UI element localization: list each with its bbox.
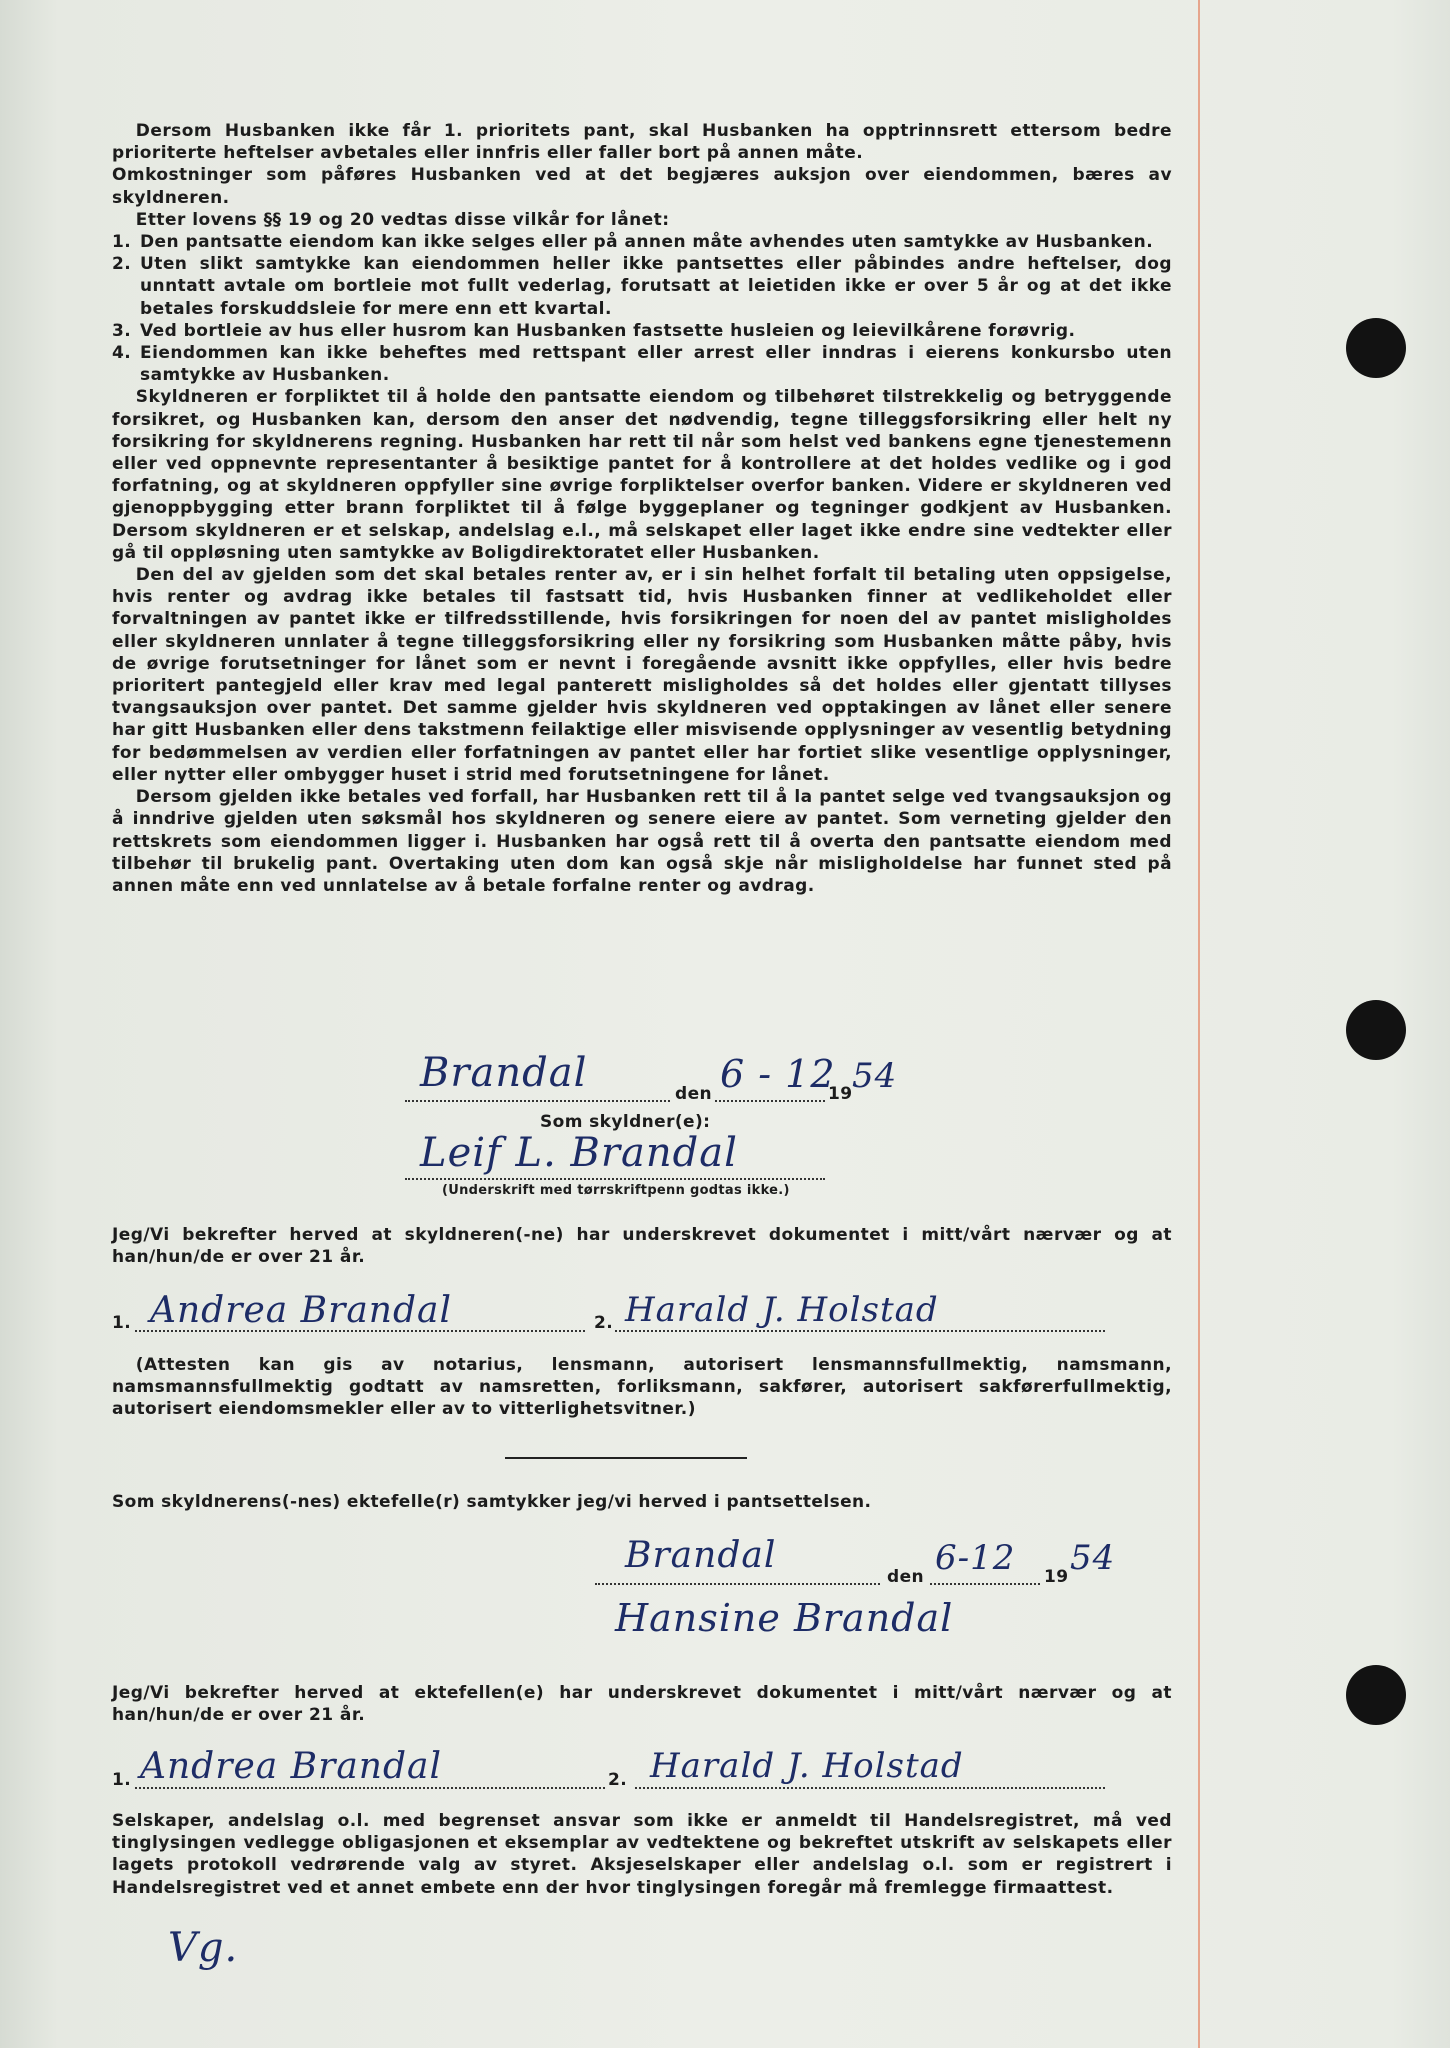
witness-1-signature: Andrea Brandal <box>140 1746 442 1787</box>
punch-hole <box>1346 1665 1406 1725</box>
witness-line <box>635 1787 1105 1789</box>
witness-1-signature: Andrea Brandal <box>150 1290 452 1331</box>
witness-number: 2. <box>608 1770 628 1790</box>
den-label: den <box>675 1084 713 1104</box>
attest-note <box>112 1354 1172 1421</box>
debtor-date-handwritten: 6 - 12 <box>720 1052 836 1096</box>
witness-number: 1. <box>112 1770 132 1790</box>
year-prefix: 19 <box>828 1084 853 1104</box>
spouse-date-handwritten: 6-12 <box>935 1538 1016 1578</box>
spouse-place-handwritten: Brandal <box>625 1535 777 1576</box>
punch-hole <box>1346 1000 1406 1060</box>
paragraph-insurance: Skyldneren er forpliktet til å holde den pantsatte eiendom og tilbehøret tilstrekkelig og betryggende forsikret, og Husbanken kan, dersom den anser det nødvendig, tegne tilleggsforsikring eller helt ny forsikring for skyldnerens regning. Husbanken har rett til når som helst ved bankens egne tjenestemenn eller ved oppnevnte representanter å besiktige pantet for å kontrollere at det holdes vedlike og i god forfatning, og at skyldneren oppfyller sine øvrige forpliktelser overfor banken. Videre er skyldneren ved gjenoppbygging etter brann forpliktet til å følge byggeplaner og tegninger godkjent av Husbanken. Dersom skyldneren er et selskap, andelslag e.l., må selskapet eller laget ikke endre sine vedtekter eller gå til oppløsning uten samtykke av Boligdirektoratet eller Husbanken. <box>112 387 1172 563</box>
signature-line <box>405 1178 825 1180</box>
condition-number: 1. <box>112 232 132 253</box>
margin-rule <box>1198 0 1200 2048</box>
witness-number: 2. <box>594 1313 614 1333</box>
condition-number: 3. <box>112 320 132 341</box>
spouse-consent-text: Som skyldnerens(-nes) ektefelle(r) samtykker jeg/vi herved i pantsettelsen. <box>112 1492 872 1512</box>
condition-number: 4. <box>112 343 132 364</box>
place-line <box>595 1583 880 1585</box>
paragraph-priority: Dersom Husbanken ikke får 1. prioritets pant, skal Husbanken ha opptrinnsrett ettersom bedre prioriterte heftelser avbetales eller innfris eller faller bort på annen måte. <box>112 121 1172 164</box>
paragraph-costs: Omkostninger som påføres Husbanken ved at det begjæres auksjon over eiendommen, bæres av skyldneren. <box>112 165 1172 208</box>
debtor-place-handwritten: Brandal <box>420 1050 588 1096</box>
paragraph-default: Den del av gjelden som det skal betales renter av, er i sin helhet forfalt til betaling uten oppsigelse, hvis renter og avdrag ikke betales til fastsatt tid, hvis Husbanken finner at vedlikeholdet eller forvaltningen av pantet ikke er tilfredsstillende, hvis forsikringen for noen del av pantet misligholdes eller skyldneren unnlater å tegne tilleggsforsikring eller ny forsikring som Husbanken måtte påby, hvis de øvrige forutsetninger for lånet som er nevnt i foregående avsnitt ikke oppfylles, eller hvis bedre prioritert pantegjeld eller krav med legal panterett misligholdes så det holdes eller gjentatt tillyses tvangsauksjon over pantet. Det samme gjelder hvis skyldneren ved opptakingen av lånet eller senere har gitt Husbanken eller dens takstmenn feilaktige eller misvisende opplysninger av vesentlig betydning for bedømmelsen av verdien eller forfatningen av pantet eller har fortiet slike vesentlige opplysninger, eller nytter eller ombygger huset i strid med forutsetningene for lånet. <box>112 565 1172 785</box>
separator-rule <box>505 1457 747 1459</box>
condition-text: Eiendommen kan ikke beheftes med rettspant eller arrest eller inndras i eierens konkursbo uten samtykke av Husbanken. <box>140 343 1172 386</box>
spouse-signature: Hansine Brandal <box>615 1596 954 1640</box>
witness-line <box>135 1330 585 1332</box>
debtor-signature: Leif L. Brandal <box>420 1130 738 1176</box>
terms-text <box>112 120 1172 897</box>
witness-statement-text: Jeg/Vi bekrefter herved at ektefellen(e) har underskrevet dokumentet i mitt/vårt nærvær og at han/hun/de er over 21 år. <box>112 1683 1172 1726</box>
witness-statement-2 <box>112 1682 1172 1726</box>
condition-item <box>112 231 1172 253</box>
witness-statement-1 <box>112 1224 1172 1268</box>
witness-line <box>135 1787 605 1789</box>
condition-item <box>112 253 1172 320</box>
paragraph-enforcement: Dersom gjelden ikke betales ved forfall, har Husbanken rett til å la pantet selge ved tvangsauksjon og å inndrive gjelden uten søksmål hos skyldneren og senere eiere av pantet. Som verneting gjelder den rettskrets som eiendommen ligger i. Husbanken har også rett til å overta den pantsatte eiendom med tilbehør til brukelig pant. Overtaking uten dom kan også skje når misligholdelse har funnet sted på annen måte enn ved unnlatelse av å betale forfalne renter og avdrag. <box>112 787 1172 896</box>
place-line <box>405 1100 670 1102</box>
condition-text: Ved bortleie av hus eller husrom kan Husbanken fastsette husleien og leievilkårene forøvrig. <box>140 320 1076 341</box>
witness-line <box>615 1330 1105 1332</box>
year-prefix: 19 <box>1044 1567 1069 1587</box>
spouse-year-handwritten: 54 <box>1070 1538 1116 1578</box>
witness-number: 1. <box>112 1313 132 1333</box>
debtor-role-label: Som skyldner(e): <box>540 1112 711 1132</box>
signature-note: (Underskrift med tørrskriftpenn godtas ikke.) <box>442 1183 790 1198</box>
punch-hole <box>1346 318 1406 378</box>
condition-text: Den pantsatte eiendom kan ikke selges eller på annen måte avhendes uten samtykke av Husbanken. <box>140 232 1154 253</box>
date-line <box>930 1583 1040 1585</box>
condition-item <box>112 320 1172 342</box>
witness-2-signature: Harald J. Holstad <box>650 1746 964 1786</box>
date-line <box>715 1100 825 1102</box>
initials: Vg. <box>168 1925 239 1971</box>
attest-note-text: (Attesten kan gis av notarius, lensmann, autorisert lensmannsfullmektig, namsmann, namsmannsfullmektig godtatt av namsretten, forliksmann, sakfører, autorisert sakførerfullmektig, autorisert eiendomsmekler eller av to vitterlighetsvitner.) <box>112 1355 1172 1420</box>
debtor-year-handwritten: 54 <box>852 1056 898 1096</box>
footer-note <box>112 1810 1172 1899</box>
den-label: den <box>887 1567 925 1587</box>
witness-statement-text: Jeg/Vi bekrefter herved at skyldneren(-ne) har underskrevet dokumentet i mitt/vårt nærvær og at han/hun/de er over 21 år. <box>112 1225 1172 1268</box>
condition-number: 2. <box>112 254 132 275</box>
condition-item <box>112 342 1172 386</box>
condition-text: Uten slikt samtykke kan eiendommen heller ikke pantsettes eller påbindes andre heftelser, dog unntatt avtale om bortleie mot fullt vederlag, forutsatt at leietiden ikke er over 5 år og at det ikke betales forskuddsleie for mere enn ett kvartal. <box>140 254 1172 319</box>
footer-note-text: Selskaper, andelslag o.l. med begrenset ansvar som ikke er anmeldt til Handelsregistret, må ved tinglysingen vedlegge obligasjonen et eksemplar av vedtektene og bekreftet utskrift av selskapets eller lagets protokoll vedrørende valg av styret. Aksjeselskaper eller andelslag o.l. som er registrert i Handelsregistret ved et annet embete enn der hvor tinglysingen foregår må fremlegge firmaattest. <box>112 1811 1172 1898</box>
paragraph-conditions-intro: Etter lovens §§ 19 og 20 vedtas disse vilkår for lånet: <box>135 209 670 230</box>
witness-2-signature: Harald J. Holstad <box>625 1290 939 1330</box>
